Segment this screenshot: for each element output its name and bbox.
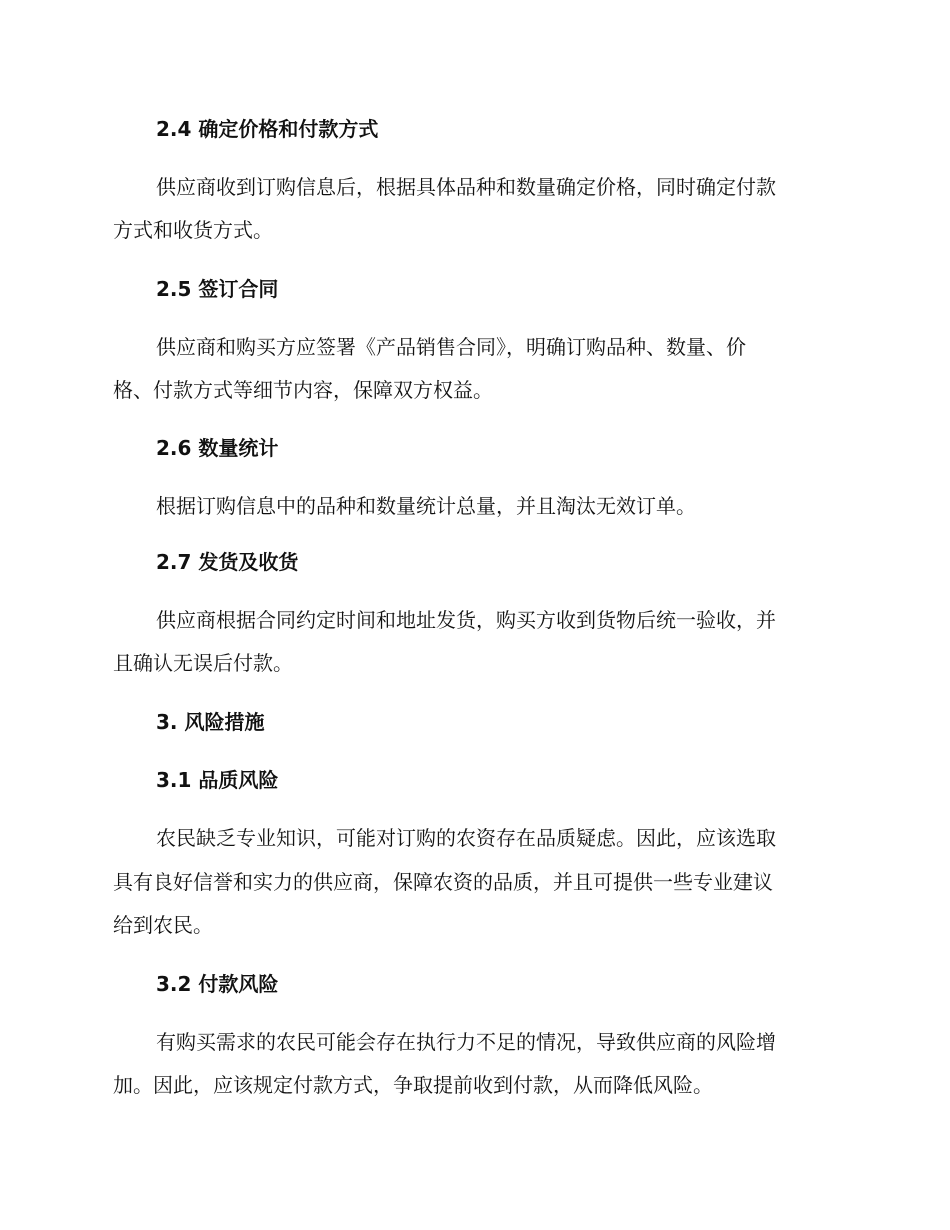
paragraph-line: 加。因此，应该规定付款方式，争取提前收到付款，从而降低风险。 xyxy=(113,1073,713,1097)
paragraph-line: 供应商收到订购信息后，根据具体品种和数量确定价格，同时确定付款 xyxy=(156,175,776,199)
paragraph-line: 且确认无误后付款。 xyxy=(113,651,293,675)
paragraph-line: 供应商根据合同约定时间和地址发货，购买方收到货物后统一验收，并 xyxy=(156,608,776,632)
section-heading-2-6: 2.6 数量统计 xyxy=(156,436,279,460)
section-heading-3-1: 3.1 品质风险 xyxy=(156,768,279,792)
paragraph-line: 给到农民。 xyxy=(113,913,213,937)
section-heading-2-5: 2.5 签订合同 xyxy=(156,277,279,301)
section-heading-3: 3. 风险措施 xyxy=(156,710,265,734)
paragraph-line: 格、付款方式等细节内容，保障双方权益。 xyxy=(113,378,493,402)
section-heading-2-7: 2.7 发货及收货 xyxy=(156,550,299,574)
paragraph-line: 根据订购信息中的品种和数量统计总量，并且淘汰无效订单。 xyxy=(156,494,696,518)
paragraph-line: 农民缺乏专业知识，可能对订购的农资存在品质疑虑。因此，应该选取 xyxy=(156,826,776,850)
paragraph-line: 方式和收货方式。 xyxy=(113,218,273,242)
section-heading-3-2: 3.2 付款风险 xyxy=(156,972,279,996)
section-heading-2-4: 2.4 确定价格和付款方式 xyxy=(156,117,379,141)
paragraph-line: 有购买需求的农民可能会存在执行力不足的情况，导致供应商的风险增 xyxy=(156,1030,776,1054)
paragraph-line: 具有良好信誉和实力的供应商，保障农资的品质，并且可提供一些专业建议 xyxy=(113,870,773,894)
paragraph-line: 供应商和购买方应签署《产品销售合同》，明确订购品种、数量、价 xyxy=(156,335,746,359)
